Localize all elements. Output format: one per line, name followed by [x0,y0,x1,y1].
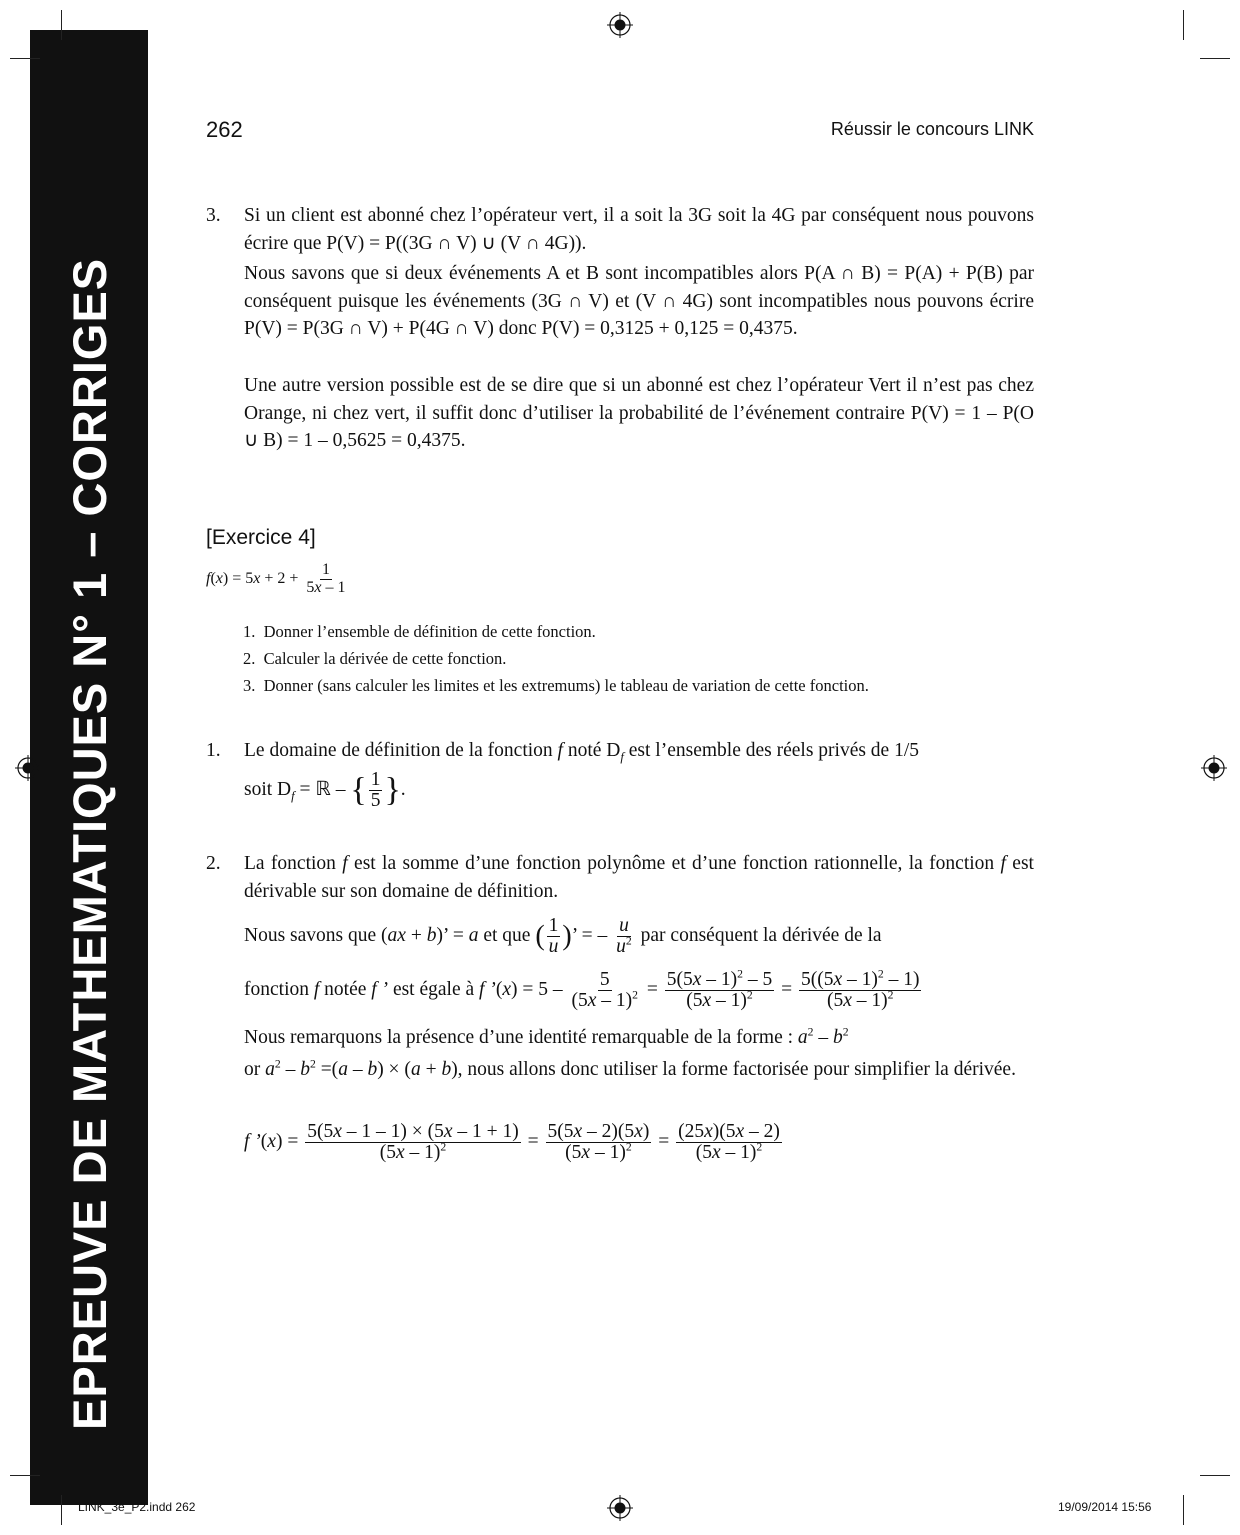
registration-mark-icon [607,1495,633,1521]
crop-mark [1200,1475,1230,1476]
item-number: 2. [206,853,221,874]
paragraph: Nous savons que si deux événements A et B sont incompatibles alors P(A ∩ B) = P(A) + P(B) par conséquent puisque les événements (3G ∩ V) et (V ∩ 4G) sont incompatibles nous pouvons écrire P(V) = P(3G ∩ V) + P(4G ∩ V) donc P(V) = 0,3125 + 0,125 = 0,4375. [244,263,1034,339]
registration-mark-icon [607,12,633,38]
footer-file: LINK_3e_P2.indd 262 [78,1500,196,1514]
paragraph: Le domaine de définition de la fonction f noté $D_f$ est l’ensemble des réels privés de 1/5 [244,740,920,764]
crop-mark [61,10,62,40]
list-item: 2. Calculer la dérivée de cette fonction. [243,649,507,668]
section-title: [Exercice 4] [206,526,316,549]
running-head: Réussir le concours LINK [830,119,1034,139]
paragraph: or $a^2 - b^2 =(a - b) \times (a + b)$, nous allons donc utiliser la forme factorisée pour simplifier la dérivée. [244,1057,1016,1080]
paragraph: La fonction f est la somme d’une fonction polynôme et d’une fonction rationnelle, la fonction f est dérivable sur son domaine de définition. [244,853,1034,902]
item-number: 3. [206,205,221,226]
crop-mark [61,1495,62,1525]
simplified-derivative: f ’(x) = $\frac{5(5x - 1 - 1) \times (5x - 1 + 1)}{(5x - 1)^2}$ = $\frac{5(5x - 2)(5x)}{(5x - 1)^2}$ = $\frac{(25x)(5x - 2)}{(5x - 1)^2}$ [244,1120,780,1164]
registration-mark-icon [15,755,41,781]
paragraph: Nous savons que (ax + b)’ = a et que ( $\frac{1}{u}$ )’ = – $\frac{u}{u^2}$ par conséquent la dérivée de la [244,914,882,958]
paragraph: Si un client est abonné chez l’opérateur vert, il a soit la 3G soit la 4G par conséquent nous pouvons écrire que P(V) = P((3G ∩ V) ∪ (V ∩ 4G)). [244,205,1034,254]
page-number: 262 [206,117,243,142]
function-definition: f(x) = 5x + 2 + $\frac{1}{5x - 1}$ [206,561,346,596]
chapter-band-title: EPREUVE DE MATHEMATIQUES N° 1 – CORRIGES [62,257,116,1430]
list-item: 1. Donner l’ensemble de définition de cette fonction. [243,622,596,641]
crop-mark [1200,58,1230,59]
question-list [243,618,1023,699]
crop-mark [1183,1495,1184,1525]
crop-mark [10,1475,40,1476]
item-number: 1. [206,740,221,761]
paragraph: Une autre version possible est de se dire que si un abonné est chez l’opérateur Vert il n’est pas chez Orange, ni chez vert, il suffit donc d’utiliser la probabilité de l’événement contraire P(V) = 1 – P(O ∪ B) = 1 – 0,5625 = 0,4375. [244,375,1034,451]
footer-date: 19/09/2014 15:56 [1058,1500,1152,1514]
crop-mark [10,58,40,59]
registration-mark-icon [1201,755,1227,781]
domain-formula: soit $D_f$ = ℝ – { $\frac{1}{5}$ }. [244,768,406,812]
paragraph: Nous remarquons la présence d’une identité remarquable de la forme : $a^2 - b^2$ [244,1025,849,1048]
derivative-formula: fonction f notée f ’ est égale à f ’(x) = 5 – $\frac{5}{(5x - 1)^2}$ = $\frac{5(5x - 1)^2 - 5}{(5x - 1)^2}$ = $\frac{5((5x - 1)^2 - 1)}{(5x - 1)^2}$ [244,967,920,1012]
crop-mark [1183,10,1184,40]
list-item: 3. Donner (sans calculer les limites et les extremums) le tableau de variation de cette fonction. [243,676,869,695]
